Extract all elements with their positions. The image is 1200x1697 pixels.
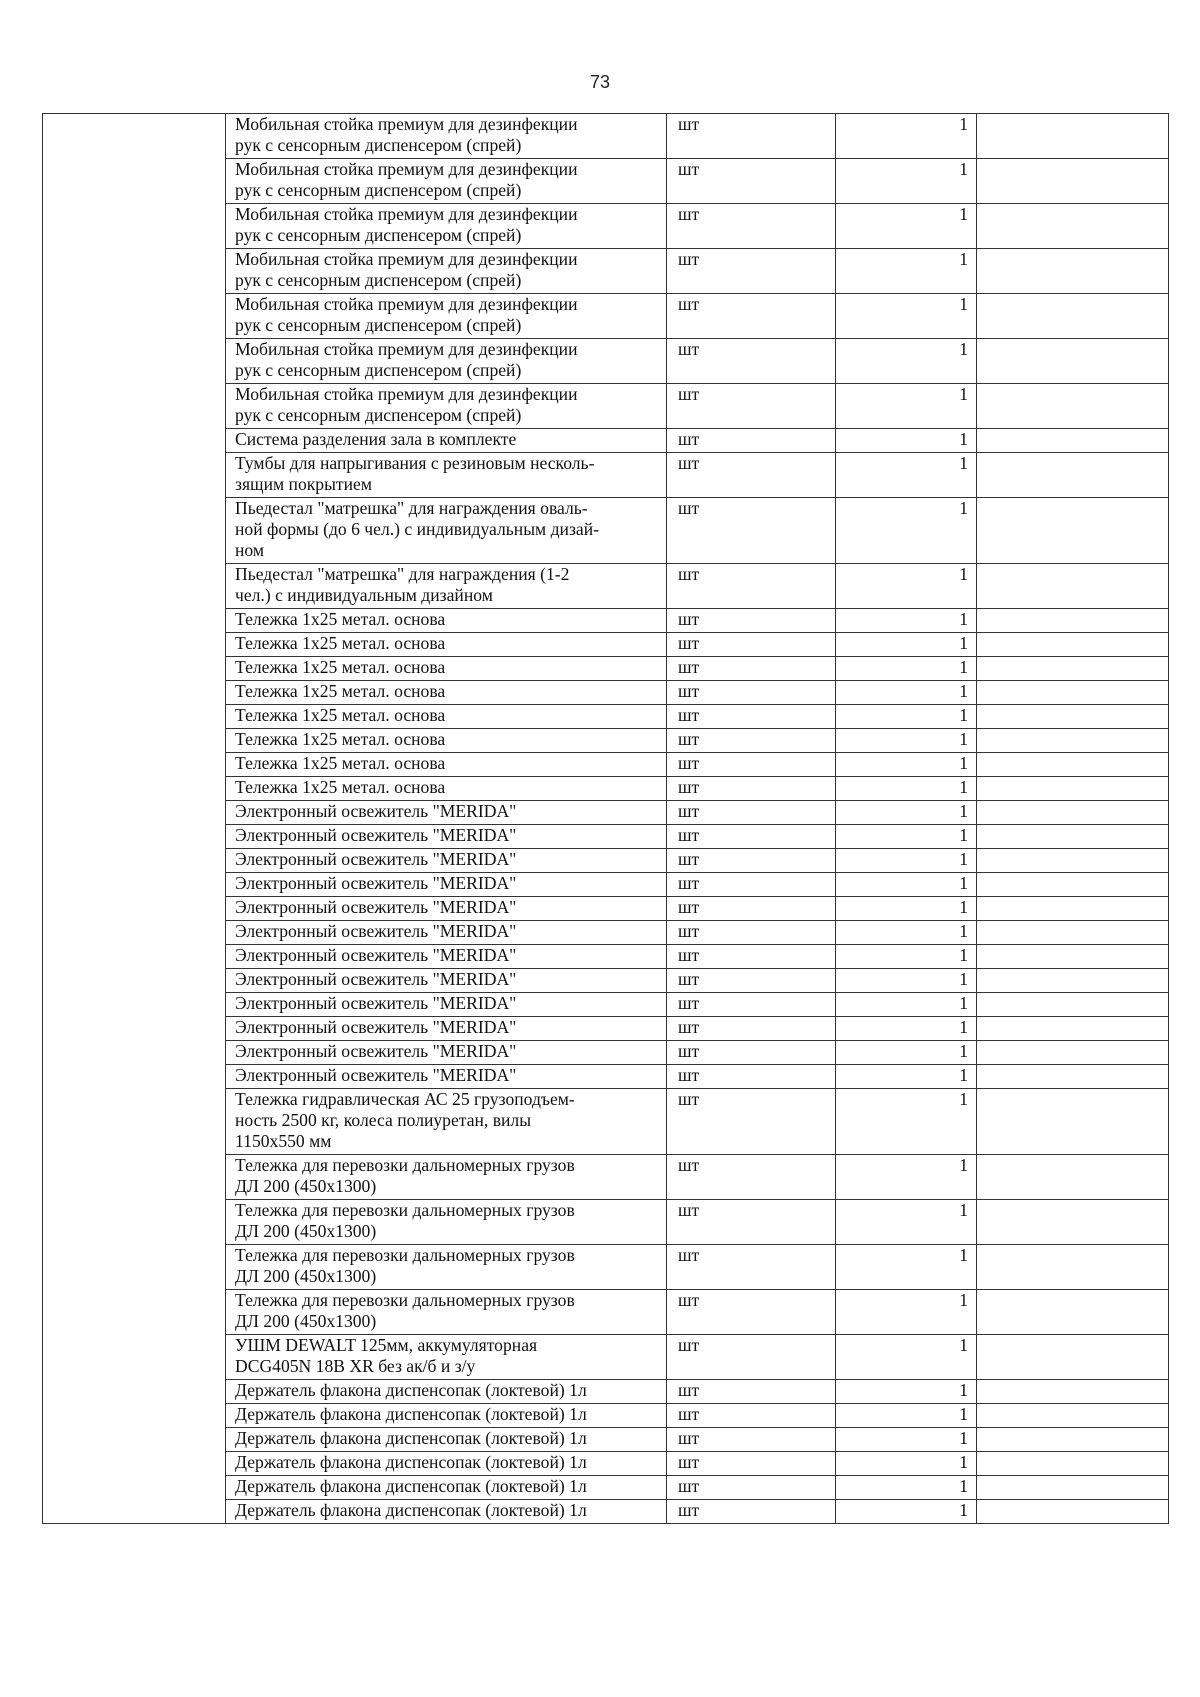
unit-cell: шт <box>667 897 836 921</box>
quantity-cell: 1 <box>836 705 977 729</box>
empty-cell <box>977 498 1169 564</box>
quantity-cell: 1 <box>836 204 977 249</box>
quantity-cell: 1 <box>836 1500 977 1524</box>
item-name-cell: Электронный освежитель "MERIDA" <box>226 1065 667 1089</box>
empty-cell <box>977 1428 1169 1452</box>
empty-cell <box>977 753 1169 777</box>
unit-cell: шт <box>667 993 836 1017</box>
item-name-cell: Мобильная стойка премиум для дезинфекции рук с сенсорным диспенсером (спрей) <box>226 339 667 384</box>
empty-cell <box>977 681 1169 705</box>
quantity-cell: 1 <box>836 294 977 339</box>
quantity-cell: 1 <box>836 1404 977 1428</box>
unit-cell: шт <box>667 204 836 249</box>
quantity-cell: 1 <box>836 1089 977 1155</box>
quantity-cell: 1 <box>836 729 977 753</box>
unit-cell: шт <box>667 609 836 633</box>
unit-cell: шт <box>667 921 836 945</box>
empty-cell <box>977 873 1169 897</box>
item-name-cell: Держатель флакона диспенсопак (локтевой) 1л <box>226 1428 667 1452</box>
item-name-cell: Электронный освежитель "MERIDA" <box>226 897 667 921</box>
empty-cell <box>977 1476 1169 1500</box>
item-name-cell: Электронный освежитель "MERIDA" <box>226 873 667 897</box>
item-name-cell: Тележка 1х25 метал. основа <box>226 681 667 705</box>
quantity-cell: 1 <box>836 1290 977 1335</box>
quantity-cell: 1 <box>836 657 977 681</box>
item-name-cell: Тележка 1х25 метал. основа <box>226 657 667 681</box>
quantity-cell: 1 <box>836 1200 977 1245</box>
item-name-cell: Тумбы для напрыгивания с резиновым несколь- зящим покрытием <box>226 453 667 498</box>
quantity-cell: 1 <box>836 993 977 1017</box>
quantity-cell: 1 <box>836 1245 977 1290</box>
item-name-cell: Мобильная стойка премиум для дезинфекции рук с сенсорным диспенсером (спрей) <box>226 294 667 339</box>
unit-cell: шт <box>667 1200 836 1245</box>
empty-cell <box>977 705 1169 729</box>
unit-cell: шт <box>667 1065 836 1089</box>
empty-cell <box>977 339 1169 384</box>
unit-cell: шт <box>667 969 836 993</box>
empty-cell <box>977 1452 1169 1476</box>
empty-cell <box>977 1041 1169 1065</box>
unit-cell: шт <box>667 1335 836 1380</box>
quantity-cell: 1 <box>836 1380 977 1404</box>
empty-cell <box>977 921 1169 945</box>
item-name-cell: Держатель флакона диспенсопак (локтевой) 1л <box>226 1404 667 1428</box>
unit-cell: шт <box>667 681 836 705</box>
empty-cell <box>977 777 1169 801</box>
empty-cell <box>977 1290 1169 1335</box>
empty-cell <box>977 657 1169 681</box>
quantity-cell: 1 <box>836 429 977 453</box>
quantity-cell: 1 <box>836 1155 977 1200</box>
quantity-cell: 1 <box>836 801 977 825</box>
unit-cell: шт <box>667 1404 836 1428</box>
item-name-cell: Мобильная стойка премиум для дезинфекции рук с сенсорным диспенсером (спрей) <box>226 384 667 429</box>
unit-cell: шт <box>667 657 836 681</box>
unit-cell: шт <box>667 849 836 873</box>
item-name-cell: Тележка 1х25 метал. основа <box>226 633 667 657</box>
unit-cell: шт <box>667 249 836 294</box>
quantity-cell: 1 <box>836 777 977 801</box>
item-name-cell: Тележка 1х25 метал. основа <box>226 729 667 753</box>
page-number: 73 <box>589 72 611 92</box>
item-name-cell: Держатель флакона диспенсопак (локтевой) 1л <box>226 1452 667 1476</box>
item-name-cell: Мобильная стойка премиум для дезинфекции рук с сенсорным диспенсером (спрей) <box>226 159 667 204</box>
unit-cell: шт <box>667 159 836 204</box>
unit-cell: шт <box>667 633 836 657</box>
quantity-cell: 1 <box>836 1041 977 1065</box>
empty-cell <box>977 384 1169 429</box>
quantity-cell: 1 <box>836 969 977 993</box>
empty-cell <box>977 1065 1169 1089</box>
empty-cell <box>977 1500 1169 1524</box>
quantity-cell: 1 <box>836 1017 977 1041</box>
quantity-cell: 1 <box>836 897 977 921</box>
empty-cell <box>977 204 1169 249</box>
table-row <box>43 114 1169 159</box>
empty-cell <box>977 249 1169 294</box>
unit-cell: шт <box>667 777 836 801</box>
item-name-cell: Тележка 1х25 метал. основа <box>226 777 667 801</box>
unit-cell: шт <box>667 498 836 564</box>
item-name-cell: Тележка гидравлическая АС 25 грузоподъем- ность 2500 кг, колеса полиуретан, вилы 1150х550 мм <box>226 1089 667 1155</box>
unit-cell: шт <box>667 453 836 498</box>
unit-cell: шт <box>667 294 836 339</box>
empty-cell <box>977 159 1169 204</box>
empty-cell <box>977 1245 1169 1290</box>
empty-cell <box>977 729 1169 753</box>
empty-cell <box>977 1200 1169 1245</box>
unit-cell: шт <box>667 873 836 897</box>
item-name-cell: Электронный освежитель "MERIDA" <box>226 921 667 945</box>
empty-cell <box>977 609 1169 633</box>
unit-cell: шт <box>667 945 836 969</box>
empty-cell <box>977 993 1169 1017</box>
quantity-cell: 1 <box>836 339 977 384</box>
item-name-cell: Тележка 1х25 метал. основа <box>226 753 667 777</box>
unit-cell: шт <box>667 1041 836 1065</box>
unit-cell: шт <box>667 801 836 825</box>
empty-cell <box>977 114 1169 159</box>
item-name-cell: Держатель флакона диспенсопак (локтевой) 1л <box>226 1500 667 1524</box>
item-name-cell: Электронный освежитель "MERIDA" <box>226 993 667 1017</box>
empty-cell <box>977 969 1169 993</box>
empty-cell <box>977 1089 1169 1155</box>
unit-cell: шт <box>667 1290 836 1335</box>
unit-cell: шт <box>667 1245 836 1290</box>
item-name-cell: Тележка для перевозки дальномерных грузов ДЛ 200 (450х1300) <box>226 1290 667 1335</box>
item-name-cell: Тележка 1х25 метал. основа <box>226 609 667 633</box>
unit-cell: шт <box>667 339 836 384</box>
empty-cell <box>977 633 1169 657</box>
item-name-cell: Мобильная стойка премиум для дезинфекции рук с сенсорным диспенсером (спрей) <box>226 249 667 294</box>
table-body <box>43 114 1169 1524</box>
quantity-cell: 1 <box>836 384 977 429</box>
item-name-cell: Мобильная стойка премиум для дезинфекции рук с сенсорным диспенсером (спрей) <box>226 114 667 159</box>
item-name-cell: Тележка 1х25 метал. основа <box>226 705 667 729</box>
item-name-cell: Электронный освежитель "MERIDA" <box>226 1017 667 1041</box>
item-name-cell: Система разделения зала в комплекте <box>226 429 667 453</box>
item-name-cell: Электронный освежитель "MERIDA" <box>226 945 667 969</box>
item-name-cell: Тележка для перевозки дальномерных грузов ДЛ 200 (450х1300) <box>226 1155 667 1200</box>
item-name-cell: УШМ DEWALT 125мм, аккумуляторная DCG405N 18В XR без ак/б и з/у <box>226 1335 667 1380</box>
unit-cell: шт <box>667 384 836 429</box>
item-name-cell: Электронный освежитель "MERIDA" <box>226 825 667 849</box>
item-name-cell: Электронный освежитель "MERIDA" <box>226 969 667 993</box>
empty-cell <box>977 825 1169 849</box>
unit-cell: шт <box>667 1428 836 1452</box>
empty-cell <box>977 1380 1169 1404</box>
item-name-cell: Тележка для перевозки дальномерных грузов ДЛ 200 (450х1300) <box>226 1200 667 1245</box>
item-name-cell: Держатель флакона диспенсопак (локтевой) 1л <box>226 1476 667 1500</box>
item-name-cell: Электронный освежитель "MERIDA" <box>226 801 667 825</box>
quantity-cell: 1 <box>836 945 977 969</box>
quantity-cell: 1 <box>836 159 977 204</box>
empty-cell <box>977 1155 1169 1200</box>
quantity-cell: 1 <box>836 1452 977 1476</box>
unit-cell: шт <box>667 705 836 729</box>
item-name-cell: Тележка для перевозки дальномерных грузов ДЛ 200 (450х1300) <box>226 1245 667 1290</box>
quantity-cell: 1 <box>836 114 977 159</box>
unit-cell: шт <box>667 729 836 753</box>
quantity-cell: 1 <box>836 681 977 705</box>
quantity-cell: 1 <box>836 921 977 945</box>
unit-cell: шт <box>667 825 836 849</box>
empty-cell <box>977 294 1169 339</box>
quantity-cell: 1 <box>836 753 977 777</box>
empty-cell <box>977 564 1169 609</box>
empty-cell <box>977 429 1169 453</box>
item-name-cell: Пьедестал "матрешка" для награждения (1-2 чел.) с индивидуальным дизайном <box>226 564 667 609</box>
empty-cell <box>977 849 1169 873</box>
row-group-cell <box>43 114 226 1524</box>
unit-cell: шт <box>667 564 836 609</box>
item-name-cell: Электронный освежитель "MERIDA" <box>226 1041 667 1065</box>
items-table <box>42 113 1169 1524</box>
quantity-cell: 1 <box>836 849 977 873</box>
empty-cell <box>977 1404 1169 1428</box>
unit-cell: шт <box>667 1452 836 1476</box>
empty-cell <box>977 897 1169 921</box>
quantity-cell: 1 <box>836 1065 977 1089</box>
quantity-cell: 1 <box>836 873 977 897</box>
unit-cell: шт <box>667 753 836 777</box>
quantity-cell: 1 <box>836 453 977 498</box>
unit-cell: шт <box>667 114 836 159</box>
quantity-cell: 1 <box>836 498 977 564</box>
quantity-cell: 1 <box>836 825 977 849</box>
unit-cell: шт <box>667 1155 836 1200</box>
quantity-cell: 1 <box>836 564 977 609</box>
unit-cell: шт <box>667 429 836 453</box>
empty-cell <box>977 1017 1169 1041</box>
unit-cell: шт <box>667 1089 836 1155</box>
unit-cell: шт <box>667 1500 836 1524</box>
empty-cell <box>977 453 1169 498</box>
quantity-cell: 1 <box>836 1476 977 1500</box>
item-name-cell: Электронный освежитель "MERIDA" <box>226 849 667 873</box>
unit-cell: шт <box>667 1476 836 1500</box>
unit-cell: шт <box>667 1380 836 1404</box>
item-name-cell: Мобильная стойка премиум для дезинфекции рук с сенсорным диспенсером (спрей) <box>226 204 667 249</box>
quantity-cell: 1 <box>836 1335 977 1380</box>
empty-cell <box>977 801 1169 825</box>
empty-cell <box>977 1335 1169 1380</box>
unit-cell: шт <box>667 1017 836 1041</box>
quantity-cell: 1 <box>836 1428 977 1452</box>
quantity-cell: 1 <box>836 633 977 657</box>
item-name-cell: Пьедестал "матрешка" для награждения оваль- ной формы (до 6 чел.) с индивидуальным дизай- ном <box>226 498 667 564</box>
quantity-cell: 1 <box>836 249 977 294</box>
item-name-cell: Держатель флакона диспенсопак (локтевой) 1л <box>226 1380 667 1404</box>
quantity-cell: 1 <box>836 609 977 633</box>
empty-cell <box>977 945 1169 969</box>
